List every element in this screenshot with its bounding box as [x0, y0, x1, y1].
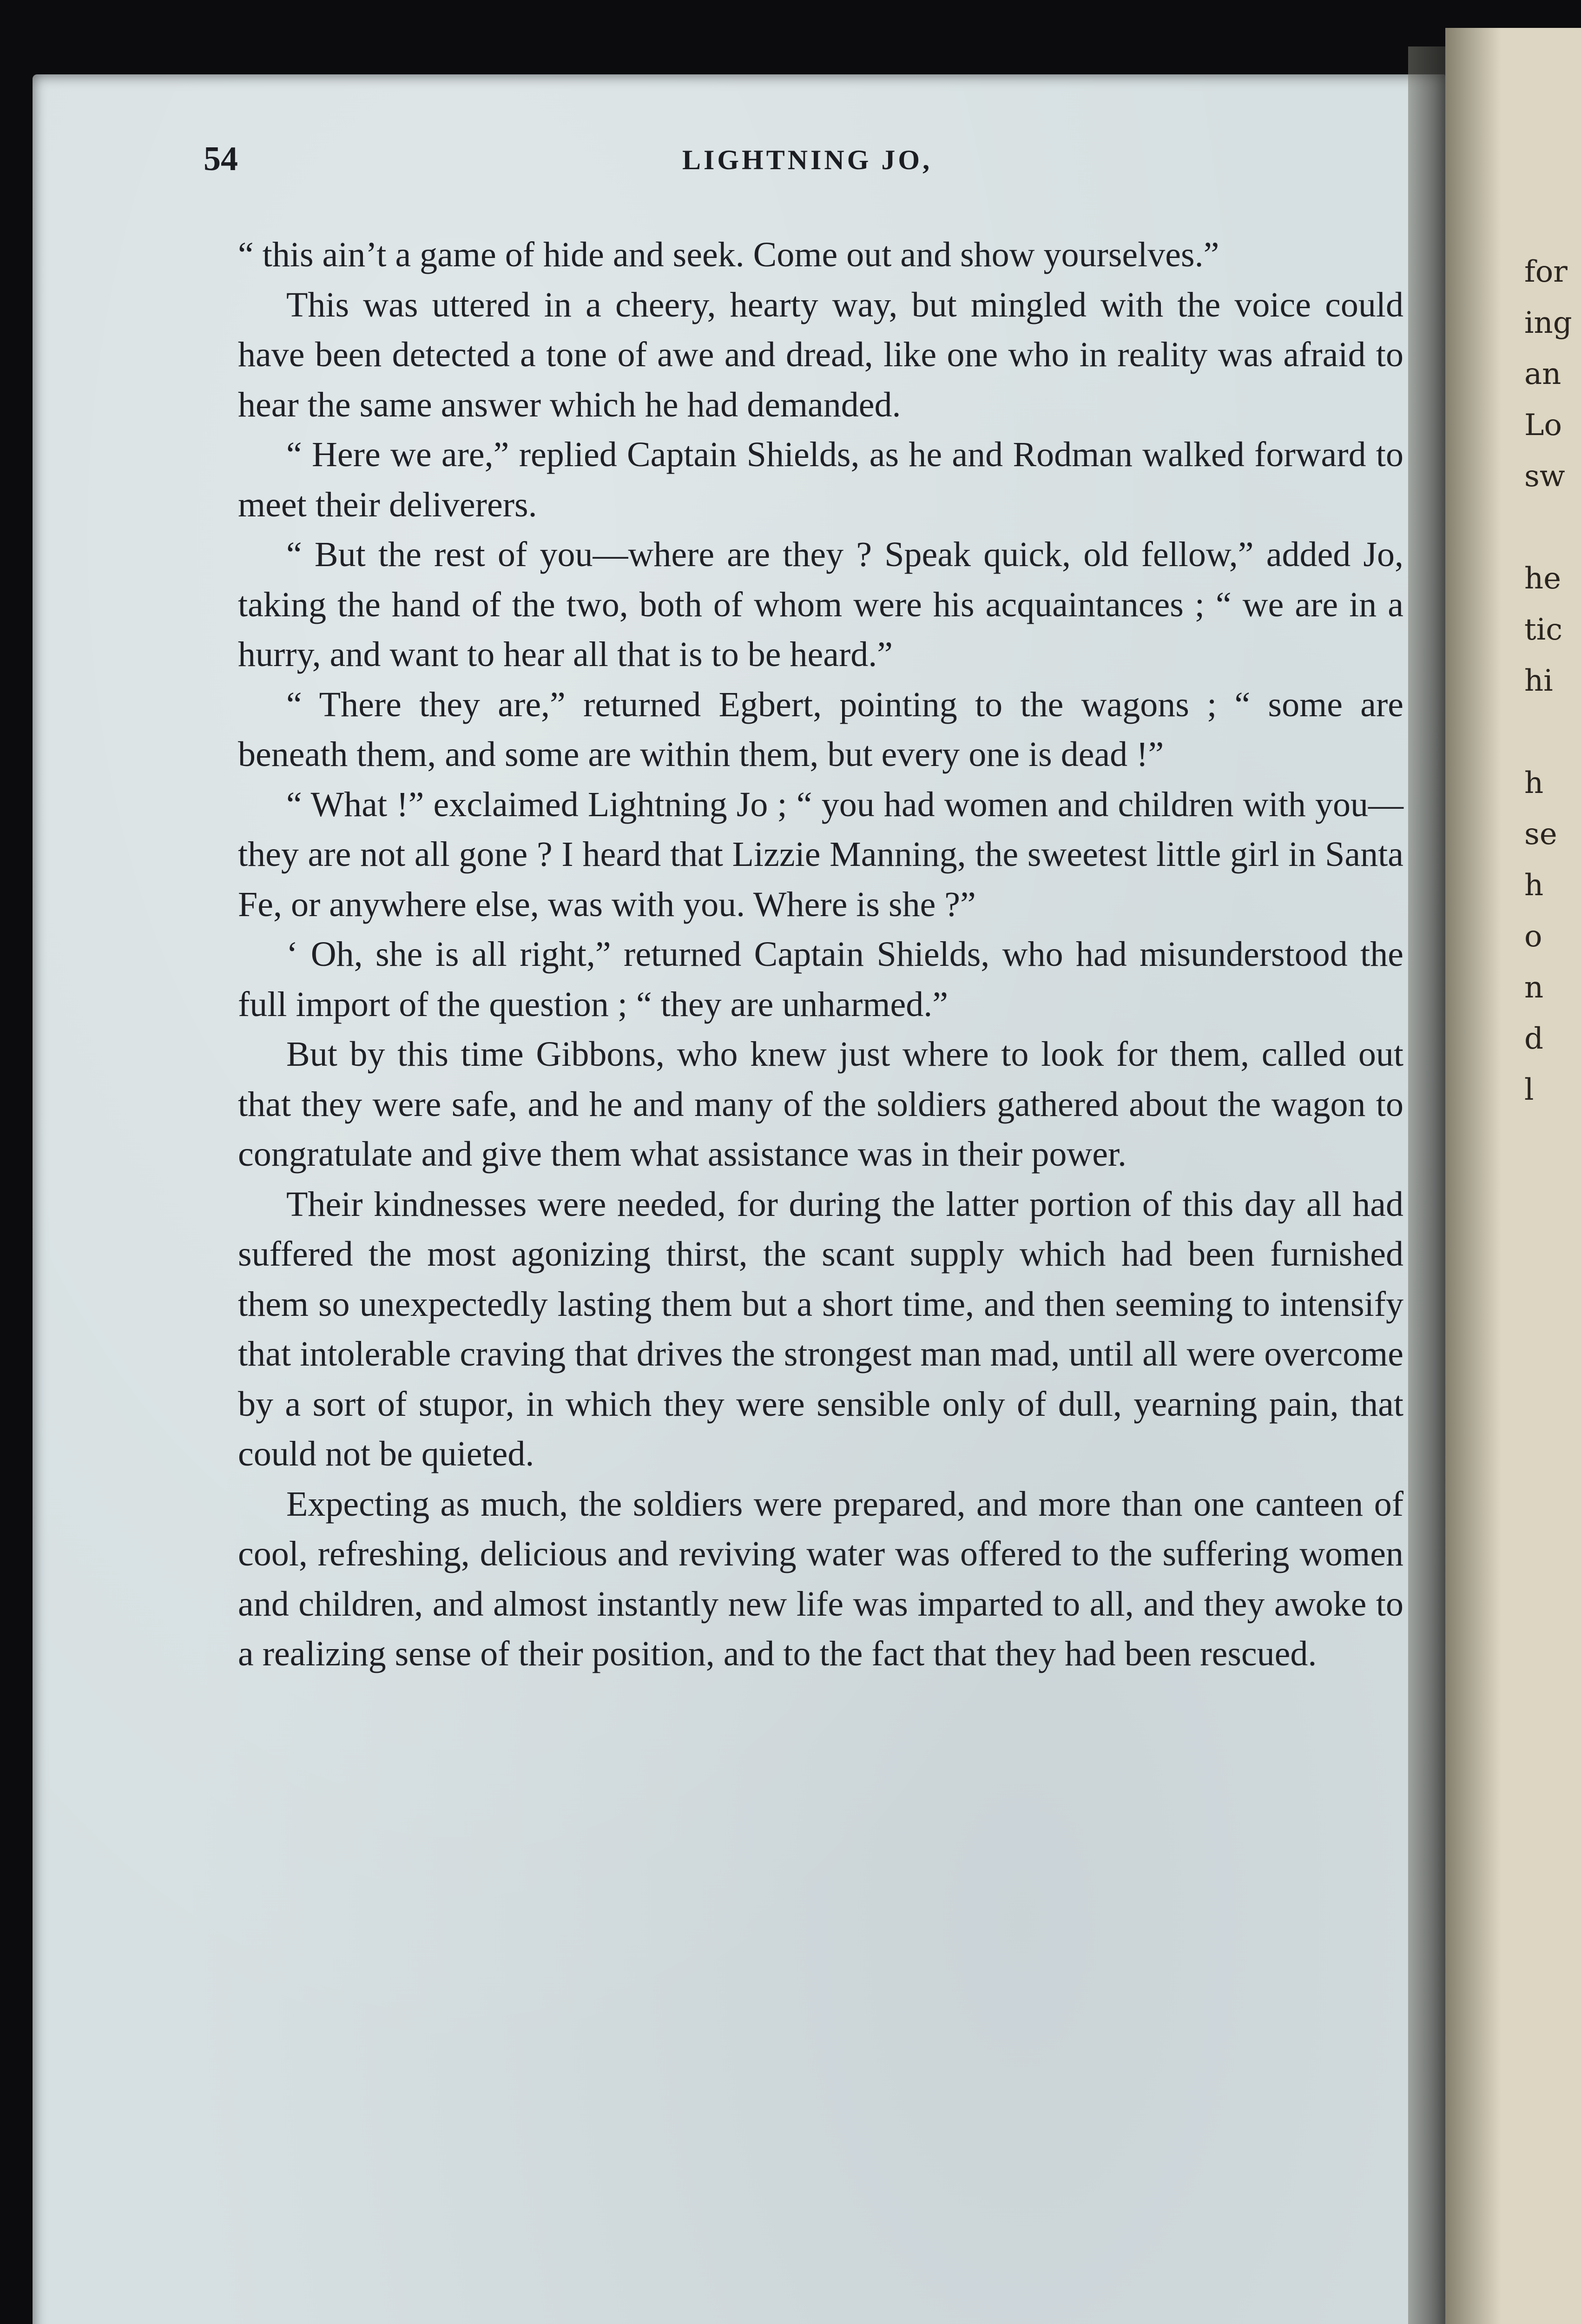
facing-page-fragment: se [1524, 817, 1557, 852]
paragraph: “ Here we are,” replied Captain Shields, as he and Rodman walked forward to meet their deliverers. [238, 435, 1403, 524]
facing-page-fragment [1524, 706, 1572, 758]
facing-page-fragment [1524, 502, 1572, 553]
facing-page-fragment: tic [1524, 613, 1563, 647]
running-title: LIGHTNING JO, [682, 145, 933, 175]
facing-page-fragment: n [1524, 971, 1544, 1005]
body-text [238, 230, 1403, 1679]
facing-page-fragment: d [1524, 1022, 1543, 1056]
paragraph: Their kindnesses were needed, for during the latter portion of this day all had suffered the most agonizing thirst, the scant supply which had been furnished them so unexpectedly lasting them but a short time, and then seeming to intensify that intolerable craving that drives the strongest man mad, until all were overcome by a sort of stupor, in which they were sensible only of dull, yearning pain, that could not be quieted. [238, 1184, 1403, 1473]
facing-page-fragment: l [1524, 1073, 1534, 1107]
facing-page-fragment: an [1524, 357, 1561, 391]
paragraph: “ But the rest of you—where are they ? Speak quick, old fellow,” added Jo, taking the hand of the two, both of whom were his acquaintances ; “ we are in a hurry, and want to hear all that is to be heard.” [238, 535, 1403, 674]
facing-page-fragment: o [1524, 919, 1542, 954]
facing-page [1445, 28, 1581, 2324]
paragraph: “ this ain’t a game of hide and seek. Come out and show yourselves.” [238, 235, 1219, 274]
facing-page-fragment: Lo [1524, 408, 1562, 442]
paragraph: Expecting as much, the soldiers were prepared, and more than one canteen of cool, refreshing, delicious and reviving water was offered to the suffering women and children, and almost instantly new life was imparted to all, and they awoke to a realizing sense of their position, and to the fact that they had been rescued. [238, 1484, 1403, 1673]
facing-page-fragment: he [1524, 561, 1561, 596]
running-head [204, 135, 1403, 186]
facing-page-fragment: sw [1524, 459, 1565, 494]
paragraph: “ There they are,” returned Egbert, pointing to the wagons ; “ some are beneath them, and some are within them, but every one is dead !” [238, 685, 1403, 774]
page-number: 54 [204, 140, 238, 178]
facing-page-fragment: h [1524, 766, 1544, 800]
paragraph: This was uttered in a cheery, hearty way, but mingled with the voice could have been detected a tone of awe and dread, like one who in reality was afraid to hear the same answer which he had demanded. [238, 285, 1403, 424]
paragraph: ‘ Oh, she is all right,” returned Captain Shields, who had misunderstood the full import of the question ; “ they are unharmed.” [238, 935, 1403, 1024]
paragraph: “ What !” exclaimed Lightning Jo ; “ you had women and children with you—they are not all gone ? I heard that Lizzie Manning, the sweetest little girl in Santa Fe, or anywhere else, was with you. Where is she ?” [238, 785, 1403, 924]
facing-page-fragment: ing [1524, 306, 1572, 340]
paragraph: But by this time Gibbons, who knew just where to look for them, called out that they were safe, and he and many of the soldiers gathered about the wagon to congratulate and give them what assistance was in their power. [238, 1035, 1403, 1174]
facing-page-fragment: hi [1524, 664, 1553, 698]
facing-page-fragment: h [1524, 868, 1544, 903]
facing-page-text [1524, 246, 1572, 1116]
facing-page-fragment: for [1524, 255, 1568, 289]
